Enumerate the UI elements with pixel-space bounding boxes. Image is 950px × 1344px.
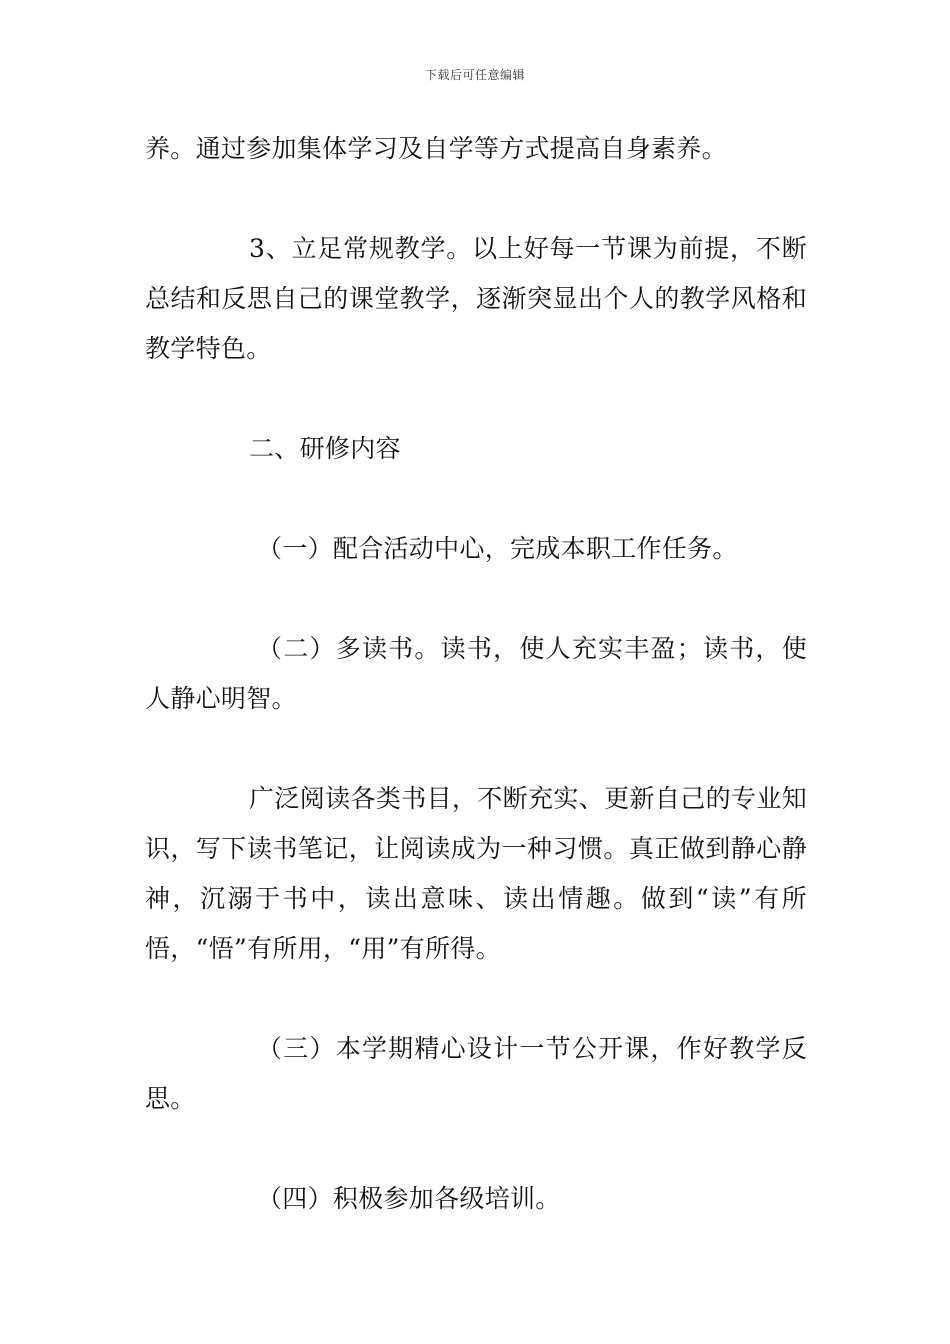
paragraph-sub-3: （三）本学期精心设计一节公开课，作好教学反思。 xyxy=(145,1034,807,1113)
paragraph-sub-1: （一）配合活动中心，完成本职工作任务。 xyxy=(257,534,738,563)
document-body xyxy=(145,124,807,1224)
paragraph-item-3: 3、立足常规教学。以上好每一节课为前提，不断总结和反思自己的课堂教学，逐渐突显出个人的教学风格和教学特色。 xyxy=(145,234,807,363)
paragraph-sub-2: （二）多读书。读书，使人充实丰盈；读书，使人静心明智。 xyxy=(145,634,807,713)
paragraph-continuation: 养。通过参加集体学习及自学等方式提高自身素养。 xyxy=(145,134,727,163)
paragraph-reading: 广泛阅读各类书目，不断充实、更新自己的专业知识，写下读书笔记，让阅读成为一种习惯。真正做到静心静神，沉溺于书中，读出意味、读出情趣。做到“读”有所悟，“悟”有所用，“用”有所得。 xyxy=(145,784,807,963)
page-header-note: 下载后可任意编辑 xyxy=(424,68,525,82)
paragraph-sub-4: （四）积极参加各级培训。 xyxy=(257,1184,561,1213)
section-heading-research-content: 二、研修内容 xyxy=(249,434,401,463)
